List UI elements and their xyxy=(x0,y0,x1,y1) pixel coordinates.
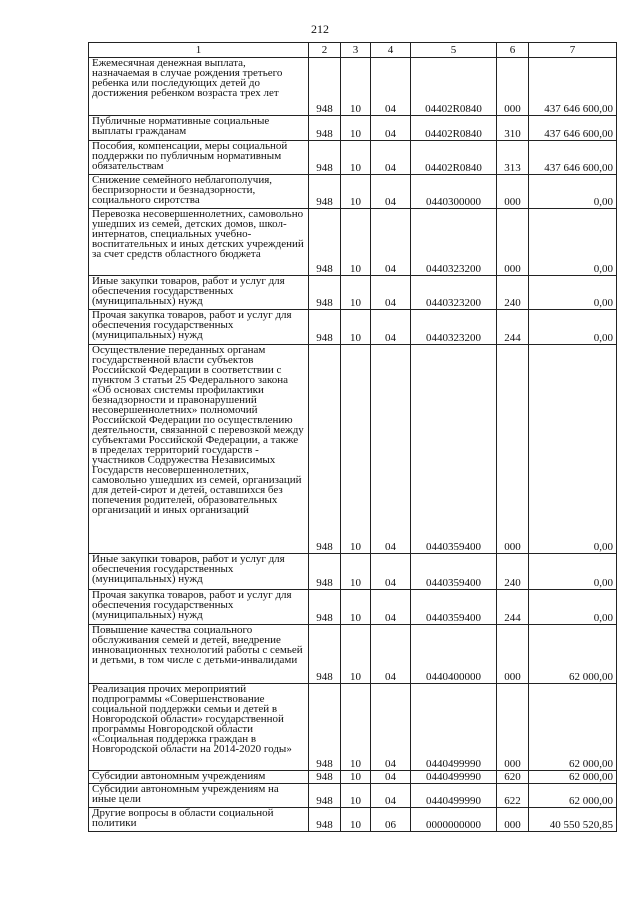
row-amount: 0,00 xyxy=(529,345,617,554)
row-target-code: 0440359400 xyxy=(411,590,497,625)
row-section-code: 10 xyxy=(341,625,371,684)
row-subsection-code: 04 xyxy=(371,590,411,625)
row-target-code: 0440499990 xyxy=(411,784,497,808)
row-subsection-code: 04 xyxy=(371,209,411,276)
row-section-code: 10 xyxy=(341,808,371,832)
row-target-code: 0440499990 xyxy=(411,771,497,784)
row-section-code: 10 xyxy=(341,141,371,175)
row-ministry-code: 948 xyxy=(309,771,341,784)
row-expense-type: 000 xyxy=(497,175,529,209)
row-target-code: 0440499990 xyxy=(411,684,497,771)
row-name: Ежемесячная денежная выплата, назначаемая в случае рождения третьего ребенка или последующих детей до достижения ребенком возраста трех лет xyxy=(89,58,309,116)
row-name: Перевозка несовершеннолетних, самовольно ушедших из семей, детских домов, школ-интернатов, специальных учебно-воспитательных и иных детских учреждений за счет средств областного бюджета xyxy=(89,209,309,276)
row-expense-type: 000 xyxy=(497,58,529,116)
table-row xyxy=(89,784,617,808)
row-amount: 0,00 xyxy=(529,175,617,209)
table-row xyxy=(89,554,617,590)
table-row xyxy=(89,141,617,175)
row-subsection-code: 04 xyxy=(371,276,411,310)
row-ministry-code: 948 xyxy=(309,590,341,625)
row-amount: 437 646 600,00 xyxy=(529,58,617,116)
row-target-code: 0440323200 xyxy=(411,209,497,276)
header-col-1: 1 xyxy=(89,43,309,58)
table-row xyxy=(89,684,617,771)
row-expense-type: 000 xyxy=(497,625,529,684)
row-name: Прочая закупка товаров, работ и услуг для обеспечения государственных (муниципальных) нужд xyxy=(89,310,309,345)
row-name: Прочая закупка товаров, работ и услуг для обеспечения государственных (муниципальных) нужд xyxy=(89,590,309,625)
table-row xyxy=(89,625,617,684)
row-expense-type: 000 xyxy=(497,345,529,554)
row-section-code: 10 xyxy=(341,276,371,310)
row-expense-type: 313 xyxy=(497,141,529,175)
row-target-code: 04402R0840 xyxy=(411,141,497,175)
row-expense-type: 244 xyxy=(497,590,529,625)
row-subsection-code: 04 xyxy=(371,784,411,808)
row-amount: 40 550 520,85 xyxy=(529,808,617,832)
row-subsection-code: 04 xyxy=(371,554,411,590)
row-expense-type: 310 xyxy=(497,116,529,141)
row-amount: 62 000,00 xyxy=(529,784,617,808)
row-subsection-code: 04 xyxy=(371,310,411,345)
row-ministry-code: 948 xyxy=(309,276,341,310)
header-col-6: 6 xyxy=(497,43,529,58)
row-ministry-code: 948 xyxy=(309,625,341,684)
row-ministry-code: 948 xyxy=(309,554,341,590)
row-name: Реализация прочих мероприятий подпрограммы «Совершенствование социальной поддержки семьи и детей в Новгородской области» государственной программы Новгородской области «Социальная поддержка граждан в Новгородской области на 2014-2020 годы» xyxy=(89,684,309,771)
row-amount: 0,00 xyxy=(529,209,617,276)
row-amount: 437 646 600,00 xyxy=(529,141,617,175)
row-section-code: 10 xyxy=(341,684,371,771)
row-target-code: 0440359400 xyxy=(411,554,497,590)
row-section-code: 10 xyxy=(341,209,371,276)
header-row xyxy=(89,43,617,58)
row-section-code: 10 xyxy=(341,175,371,209)
header-col-5: 5 xyxy=(411,43,497,58)
row-subsection-code: 06 xyxy=(371,808,411,832)
row-amount: 62 000,00 xyxy=(529,684,617,771)
row-amount: 0,00 xyxy=(529,276,617,310)
row-name: Субсидии автономным учреждениям xyxy=(89,771,309,784)
row-name: Повышение качества социального обслуживания семей и детей, внедрение инновационных технологий работы с семьей и детьми, в том числе с детьми-инвалидами xyxy=(89,625,309,684)
table-row xyxy=(89,58,617,116)
row-ministry-code: 948 xyxy=(309,116,341,141)
header-col-2: 2 xyxy=(309,43,341,58)
row-subsection-code: 04 xyxy=(371,684,411,771)
row-ministry-code: 948 xyxy=(309,310,341,345)
row-target-code: 0440323200 xyxy=(411,310,497,345)
table-row xyxy=(89,116,617,141)
budget-table xyxy=(88,42,617,832)
table-row xyxy=(89,590,617,625)
row-section-code: 10 xyxy=(341,345,371,554)
row-amount: 437 646 600,00 xyxy=(529,116,617,141)
row-subsection-code: 04 xyxy=(371,771,411,784)
row-expense-type: 240 xyxy=(497,554,529,590)
row-subsection-code: 04 xyxy=(371,141,411,175)
row-subsection-code: 04 xyxy=(371,116,411,141)
row-name: Иные закупки товаров, работ и услуг для обеспечения государственных (муниципальных) нужд xyxy=(89,554,309,590)
row-target-code: 0440300000 xyxy=(411,175,497,209)
row-ministry-code: 948 xyxy=(309,784,341,808)
row-amount: 0,00 xyxy=(529,310,617,345)
row-ministry-code: 948 xyxy=(309,141,341,175)
row-name: Осуществление переданных органам государственной власти субъектов Российской Федерации в соответствии с пунктом 3 статьи 25 Федерального закона «Об основах системы профилактики безнадзорности и правонарушений несовершеннолетних» полномочий Российской Федерации по осуществлению деятельности, связанной с перевозкой между субъектами Российской Федерации, а также в пределах территорий государств - участников Содружества Независимых Государств несовершеннолетних, самовольно ушедших из семей, организаций для детей-сирот и детей, оставшихся без попечения родителей, образовательных организаций и иных организаций xyxy=(89,345,309,554)
row-amount: 62 000,00 xyxy=(529,771,617,784)
table-row xyxy=(89,808,617,832)
header-col-4: 4 xyxy=(371,43,411,58)
row-section-code: 10 xyxy=(341,310,371,345)
row-expense-type: 620 xyxy=(497,771,529,784)
table-row xyxy=(89,345,617,554)
row-expense-type: 000 xyxy=(497,209,529,276)
header-col-7: 7 xyxy=(529,43,617,58)
row-subsection-code: 04 xyxy=(371,625,411,684)
row-section-code: 10 xyxy=(341,784,371,808)
row-target-code: 0440400000 xyxy=(411,625,497,684)
table-row xyxy=(89,276,617,310)
row-ministry-code: 948 xyxy=(309,209,341,276)
row-name: Публичные нормативные социальные выплаты гражданам xyxy=(89,116,309,141)
row-target-code: 0000000000 xyxy=(411,808,497,832)
row-amount: 62 000,00 xyxy=(529,625,617,684)
row-expense-type: 000 xyxy=(497,684,529,771)
row-section-code: 10 xyxy=(341,58,371,116)
row-ministry-code: 948 xyxy=(309,684,341,771)
row-subsection-code: 04 xyxy=(371,58,411,116)
row-ministry-code: 948 xyxy=(309,58,341,116)
row-target-code: 0440359400 xyxy=(411,345,497,554)
row-name: Пособия, компенсации, меры социальной поддержки по публичным нормативным обязательствам xyxy=(89,141,309,175)
table-row xyxy=(89,175,617,209)
row-target-code: 04402R0840 xyxy=(411,116,497,141)
row-section-code: 10 xyxy=(341,116,371,141)
row-subsection-code: 04 xyxy=(371,345,411,554)
row-target-code: 0440323200 xyxy=(411,276,497,310)
row-expense-type: 244 xyxy=(497,310,529,345)
table-row xyxy=(89,209,617,276)
row-expense-type: 000 xyxy=(497,808,529,832)
row-section-code: 10 xyxy=(341,771,371,784)
row-subsection-code: 04 xyxy=(371,175,411,209)
row-section-code: 10 xyxy=(341,554,371,590)
row-ministry-code: 948 xyxy=(309,345,341,554)
table-row xyxy=(89,310,617,345)
table-row xyxy=(89,771,617,784)
row-section-code: 10 xyxy=(341,590,371,625)
row-name: Снижение семейного неблагополучия, беспризорности и безнадзорности, социального сиротства xyxy=(89,175,309,209)
row-name: Субсидии автономным учреждениям на иные цели xyxy=(89,784,309,808)
row-expense-type: 622 xyxy=(497,784,529,808)
row-ministry-code: 948 xyxy=(309,808,341,832)
row-name: Другие вопросы в области социальной политики xyxy=(89,808,309,832)
row-expense-type: 240 xyxy=(497,276,529,310)
row-ministry-code: 948 xyxy=(309,175,341,209)
row-target-code: 04402R0840 xyxy=(411,58,497,116)
header-col-3: 3 xyxy=(341,43,371,58)
row-amount: 0,00 xyxy=(529,554,617,590)
row-amount: 0,00 xyxy=(529,590,617,625)
page-number: 212 xyxy=(311,22,329,36)
row-name: Иные закупки товаров, работ и услуг для обеспечения государственных (муниципальных) нужд xyxy=(89,276,309,310)
